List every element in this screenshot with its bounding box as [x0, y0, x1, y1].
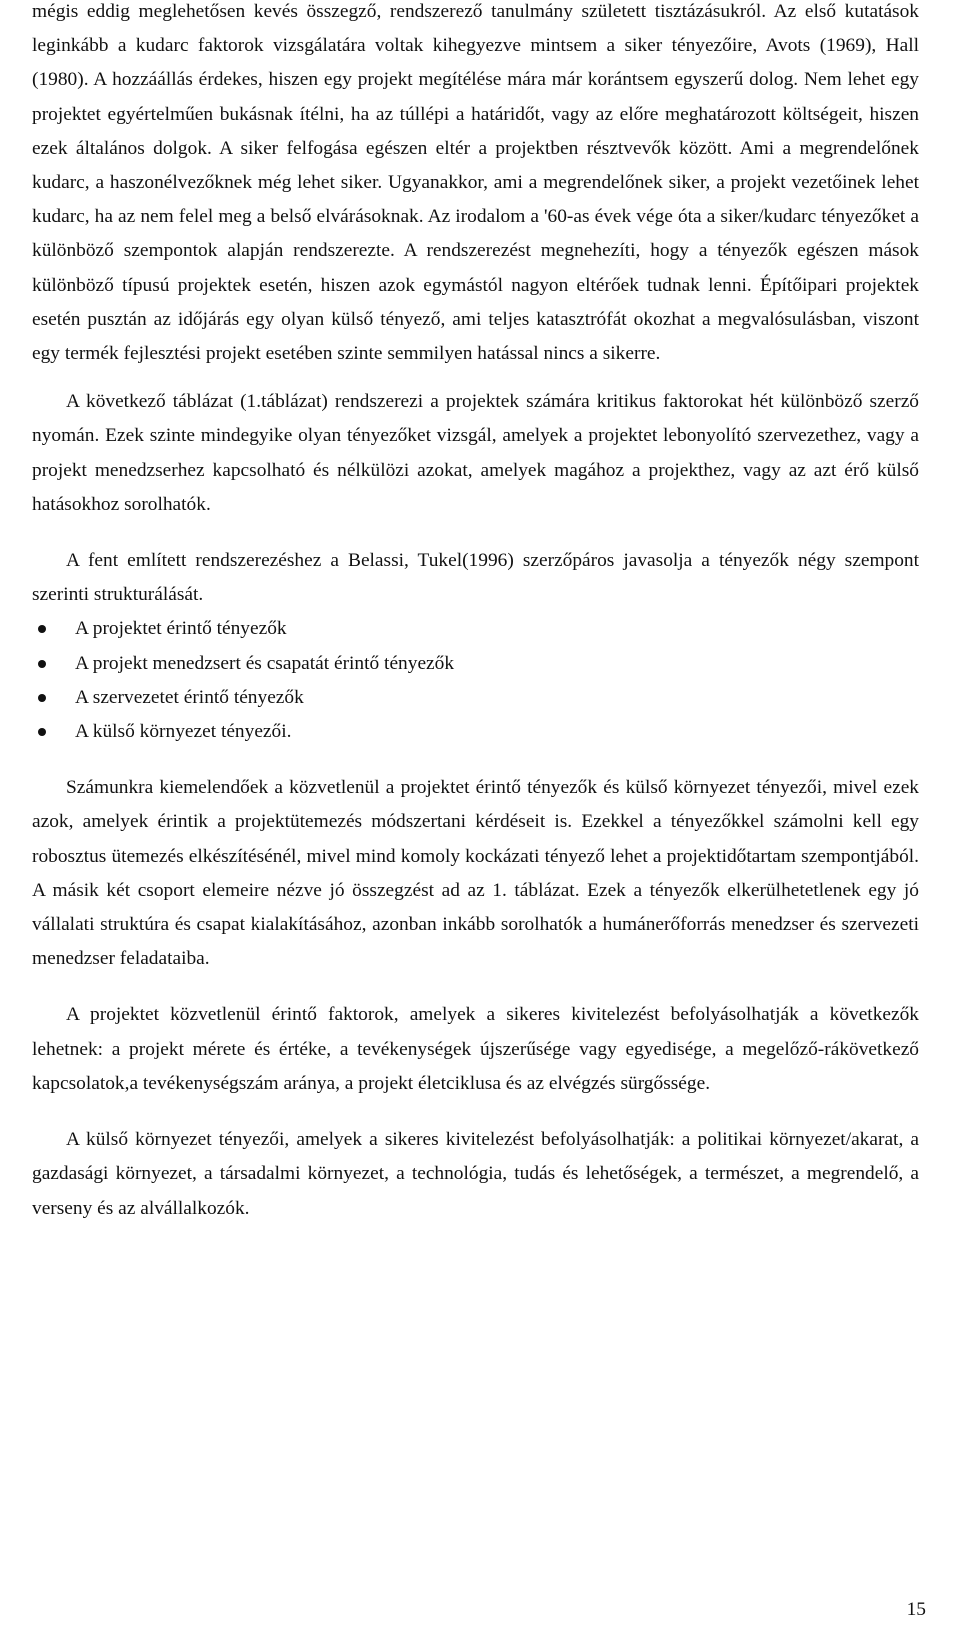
- bullet-icon: [38, 625, 46, 633]
- list-item-text: A szervezetet érintő tényezők: [75, 686, 304, 708]
- paragraph-project-factors: A projektet közvetlenül érintő faktorok, amelyek a sikeres kivitelezést befolyásolhatják a következők lehetnek: a projekt mérete és értéke, a tevékenységek újszerűsége vagy egyedisége, a megelőző-rákövetkező kapcsolatok,a tevékenységszám aránya, a projekt életciklusa és az elvégzés sürgőssége.: [32, 1004, 919, 1094]
- list-item: [32, 681, 919, 715]
- list-item: [32, 715, 919, 749]
- factor-list: [32, 612, 919, 749]
- list-item: [32, 647, 919, 681]
- bullet-icon: [38, 694, 46, 702]
- paragraph-intro: mégis eddig meglehetősen kevés összegző, rendszerező tanulmány született tisztázásukról. Az első kutatások leginkább a kudarc faktorok vizsgálatára voltak kihegyezve mintsem a siker tényezőire, Avots (1969), Hall (1980). A hozzáállás érdekes, hiszen egy projekt megítélése mára már korántsem egyszerű dolog. Nem lehet egy projektet egyértelműen bukásnak ítélni, ha az túllépi a határidőt, vagy az előre meghatározott költségeit, hiszen ezek általános dolgok. A siker felfogása egészen eltér a projektben résztvevők között. Ami a megrendelőnek kudarc, a haszonélvezőknek még lehet siker. Ugyanakkor, ami a megrendelőnek siker, a projekt vezetőinek lehet kudarc, ha az nem felel meg a belső elvárásoknak. Az irodalom a '60-as évek vége óta a siker/kudarc tényezőket a különböző szempontok alapján rendszerezte. A rendszerezést megnehezíti, hogy a tényezők egészen mások különböző típusú projektek esetén, hiszen azok egymástól nagyon eltérőek tudnak lenni. Építőipari projektek esetén pusztán az időjárás egy olyan külső tényező, ami teljes katasztrófát okozhat a megvalósulásban, viszont egy termék fejlesztési projekt esetében szinte semmilyen hatással nincs a sikerre.: [32, 1, 919, 365]
- list-item-text: A projekt menedzsert és csapatát érintő tényezők: [75, 652, 455, 674]
- bullet-icon: [38, 660, 46, 668]
- paragraph-belassi-tukel: A fent említett rendszerezéshez a Belassi, Tukel(1996) szerzőpáros javasolja a tényezők négy szempont szerinti strukturálását.: [32, 550, 919, 606]
- paragraph-table-intro: A következő táblázat (1.táblázat) rendszerezi a projektek számára kritikus faktorokat hét különböző szerző nyomán. Ezek szinte mindegyike olyan tényezőket vizsgál, amelyek a projektet lebonyolító szervezethez, vagy a projekt menedzserhez kapcsolható és nélkülözi azokat, amelyek magához a projekthez, vagy az azt érő külső hatásokhoz sorolhatók.: [32, 391, 919, 515]
- list-item-text: A külső környezet tényezői.: [75, 721, 292, 743]
- document-page: [32, 0, 919, 1226]
- paragraph-relevant-factors: Számunkra kiemelendőek a közvetlenül a projektet érintő tényezők és külső környezet tényezői, mivel ezek azok, amelyek érintik a projektütemezés módszertani kérdéseit is. Ezekkel a tényezőkkel számolni kell egy robosztus ütemezés elkészítésénél, mivel mind komoly kockázati tényező lehet a projektidőtartam szempontjából. A másik két csoport elemeire nézve jó összegzést ad az 1. táblázat. Ezek a tényezők elkerülhetetlenek egy jó vállalati struktúra és csapat kialakításához, azonban inkább sorolhatók a humánerőforrás menedzser és szervezeti menedzser feladataiba.: [32, 777, 919, 970]
- paragraph-external-factors: A külső környezet tényezői, amelyek a sikeres kivitelezést befolyásolhatják: a politikai környezet/akarat, a gazdasági környezet, a társadalmi környezet, a technológia, tudás és lehetőségek, a természet, a megrendelő, a verseny és az alvállalkozók.: [32, 1129, 919, 1219]
- list-item-text: A projektet érintő tényezők: [75, 618, 287, 640]
- page-number: 15: [906, 1599, 926, 1620]
- list-item: [32, 612, 919, 646]
- bullet-icon: [38, 728, 46, 736]
